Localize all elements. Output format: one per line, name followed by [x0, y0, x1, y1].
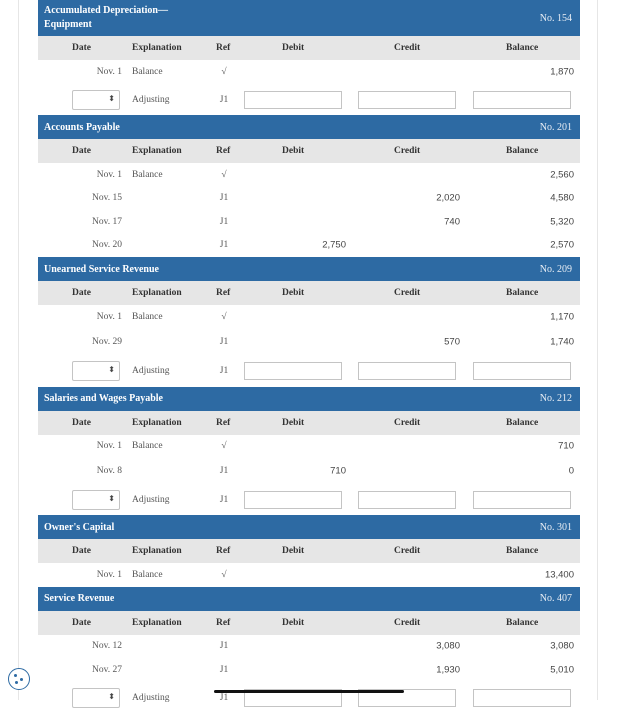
- row-balance: 5,320: [550, 216, 574, 227]
- account-name: Unearned Service Revenue: [44, 264, 159, 275]
- column-header-explanation: Explanation: [132, 288, 182, 298]
- row-credit: 740: [444, 216, 460, 227]
- account-name: Accumulated Depreciation—: [44, 4, 168, 18]
- row-date: Nov. 29: [38, 337, 122, 347]
- column-header-explanation: Explanation: [132, 546, 182, 556]
- ledger-row: [38, 60, 580, 84]
- row-date: Nov. 1: [38, 570, 122, 580]
- column-header-row: [38, 36, 580, 60]
- row-ref: J1: [218, 665, 230, 675]
- balance-input[interactable]: [473, 91, 571, 109]
- credit-input[interactable]: [358, 491, 456, 509]
- date-select[interactable]: [72, 688, 120, 708]
- account-header: [38, 515, 580, 539]
- column-header-ref: Ref: [216, 43, 230, 53]
- column-header-row: [38, 411, 580, 435]
- row-balance: 13,400: [545, 569, 574, 580]
- account-number: No. 212: [540, 393, 572, 404]
- row-ref: J1: [218, 193, 230, 203]
- row-explanation: Balance: [132, 441, 163, 451]
- column-header-explanation: Explanation: [132, 418, 182, 428]
- column-header-balance: Balance: [506, 418, 538, 428]
- row-balance: 1,870: [550, 67, 574, 78]
- row-credit: 1,930: [436, 665, 460, 676]
- ledger-row: [38, 163, 580, 187]
- column-header-explanation: Explanation: [132, 618, 182, 628]
- ledger-row: [38, 658, 580, 682]
- account-name: Salaries and Wages Payable: [44, 393, 163, 404]
- row-credit: 3,080: [436, 641, 460, 652]
- column-header-date: Date: [72, 418, 91, 428]
- row-ref: √: [218, 441, 230, 451]
- ledger-row: [38, 458, 580, 484]
- column-header-debit: Debit: [282, 146, 304, 156]
- ledger-row: [38, 329, 580, 356]
- row-balance: 1,170: [550, 311, 574, 322]
- account-title: [44, 393, 163, 404]
- account-name: Accounts Payable: [44, 122, 120, 133]
- account-header: [38, 0, 580, 36]
- account-section: [38, 0, 580, 115]
- adjusting-label: Adjusting: [132, 366, 169, 376]
- row-balance: 3,080: [550, 641, 574, 652]
- column-header-balance: Balance: [506, 288, 538, 298]
- account-name-line2: Equipment: [44, 18, 168, 32]
- ledger-row: [38, 435, 580, 459]
- account-title: [44, 122, 120, 133]
- row-date: Nov. 8: [38, 466, 122, 476]
- row-date: Nov. 27: [38, 665, 122, 675]
- debit-input[interactable]: [244, 362, 342, 380]
- column-header-debit: Debit: [282, 418, 304, 428]
- adjusting-row: [38, 484, 580, 515]
- row-ref: J1: [218, 240, 230, 250]
- adjusting-label: Adjusting: [132, 495, 169, 505]
- column-header-balance: Balance: [506, 618, 538, 628]
- account-title: [44, 264, 159, 275]
- account-number: No. 407: [540, 593, 572, 604]
- row-date: Nov. 1: [38, 312, 122, 322]
- row-balance: 2,570: [550, 240, 574, 251]
- chevron-updown-icon: ⬍: [108, 365, 115, 374]
- ledger-row: [38, 563, 580, 587]
- adjusting-ref: J1: [218, 495, 230, 505]
- row-ref: J1: [218, 641, 230, 651]
- account-section: [38, 257, 580, 387]
- page-border-left: [18, 0, 19, 700]
- column-header-date: Date: [72, 146, 91, 156]
- row-balance: 2,560: [550, 169, 574, 180]
- column-header-date: Date: [72, 288, 91, 298]
- row-credit: 570: [444, 337, 460, 348]
- adjusting-ref: J1: [218, 693, 230, 703]
- date-select[interactable]: [72, 90, 120, 110]
- column-header-date: Date: [72, 43, 91, 53]
- row-explanation: Balance: [132, 170, 163, 180]
- row-ref: J1: [218, 337, 230, 347]
- column-header-debit: Debit: [282, 43, 304, 53]
- adjusting-ref: J1: [218, 366, 230, 376]
- date-select[interactable]: [72, 361, 120, 381]
- row-date: Nov. 20: [38, 240, 122, 250]
- balance-input[interactable]: [473, 362, 571, 380]
- row-ref: √: [218, 570, 230, 580]
- column-header-date: Date: [72, 618, 91, 628]
- column-header-row: [38, 611, 580, 635]
- row-ref: J1: [218, 217, 230, 227]
- column-header-ref: Ref: [216, 146, 230, 156]
- column-header-debit: Debit: [282, 546, 304, 556]
- row-date: Nov. 12: [38, 641, 122, 651]
- row-balance: 4,580: [550, 193, 574, 204]
- row-balance: 1,740: [550, 337, 574, 348]
- row-debit: 2,750: [322, 240, 346, 251]
- ledger-row: [38, 210, 580, 234]
- adjusting-label: Adjusting: [132, 693, 169, 703]
- ledger-row: [38, 187, 580, 211]
- column-header-explanation: Explanation: [132, 146, 182, 156]
- column-header-row: [38, 539, 580, 563]
- adjusting-label: Adjusting: [132, 95, 169, 105]
- adjusting-row: [38, 356, 580, 387]
- account-header: [38, 587, 580, 611]
- debit-input[interactable]: [244, 91, 342, 109]
- row-balance: 0: [569, 466, 574, 477]
- account-section: [38, 115, 580, 257]
- row-ref: √: [218, 67, 230, 77]
- balance-input[interactable]: [473, 689, 571, 707]
- ledger-row: [38, 635, 580, 659]
- column-header-row: [38, 139, 580, 163]
- row-date: Nov. 1: [38, 67, 122, 77]
- row-date: Nov. 15: [38, 193, 122, 203]
- row-credit: 2,020: [436, 193, 460, 204]
- debit-input[interactable]: [244, 491, 342, 509]
- column-header-credit: Credit: [394, 43, 420, 53]
- column-header-credit: Credit: [394, 288, 420, 298]
- row-ref: √: [218, 170, 230, 180]
- account-section: [38, 387, 580, 516]
- chevron-updown-icon: ⬍: [108, 94, 115, 103]
- chevron-updown-icon: ⬍: [108, 494, 115, 503]
- row-date: Nov. 1: [38, 441, 122, 451]
- date-select[interactable]: [72, 490, 120, 510]
- column-header-balance: Balance: [506, 546, 538, 556]
- horizontal-scrollbar[interactable]: [214, 690, 404, 693]
- column-header-ref: Ref: [216, 418, 230, 428]
- row-ref: √: [218, 312, 230, 322]
- column-header-ref: Ref: [216, 546, 230, 556]
- adjusting-row: [38, 84, 580, 115]
- account-number: No. 209: [540, 264, 572, 275]
- account-title: [44, 522, 114, 533]
- column-header-credit: Credit: [394, 146, 420, 156]
- column-header-row: [38, 281, 580, 305]
- adjusting-ref: J1: [218, 95, 230, 105]
- ledger-row: [38, 305, 580, 329]
- page-border-right: [597, 0, 598, 700]
- column-header-credit: Credit: [394, 546, 420, 556]
- row-explanation: Balance: [132, 312, 163, 322]
- row-explanation: Balance: [132, 67, 163, 77]
- account-number: No. 154: [540, 13, 572, 24]
- column-header-balance: Balance: [506, 146, 538, 156]
- column-header-explanation: Explanation: [132, 43, 182, 53]
- chevron-updown-icon: ⬍: [108, 692, 115, 701]
- cookie-icon[interactable]: [8, 668, 30, 690]
- row-balance: 5,010: [550, 665, 574, 676]
- account-header: [38, 115, 580, 139]
- ledger-row: [38, 234, 580, 258]
- row-date: Nov. 17: [38, 217, 122, 227]
- account-name: Owner's Capital: [44, 522, 114, 533]
- row-debit: 710: [330, 466, 346, 477]
- column-header-ref: Ref: [216, 618, 230, 628]
- credit-input[interactable]: [358, 362, 456, 380]
- column-header-ref: Ref: [216, 288, 230, 298]
- row-ref: J1: [218, 466, 230, 476]
- column-header-credit: Credit: [394, 418, 420, 428]
- account-header: [38, 257, 580, 281]
- credit-input[interactable]: [358, 91, 456, 109]
- column-header-debit: Debit: [282, 618, 304, 628]
- balance-input[interactable]: [473, 491, 571, 509]
- ledger-container: [38, 0, 580, 713]
- column-header-balance: Balance: [506, 43, 538, 53]
- row-explanation: Balance: [132, 570, 163, 580]
- account-section: [38, 515, 580, 587]
- column-header-credit: Credit: [394, 618, 420, 628]
- account-number: No. 201: [540, 122, 572, 133]
- account-name: Service Revenue: [44, 593, 114, 604]
- row-date: Nov. 1: [38, 170, 122, 180]
- adjusting-row: [38, 682, 580, 713]
- column-header-debit: Debit: [282, 288, 304, 298]
- account-number: No. 301: [540, 522, 572, 533]
- column-header-date: Date: [72, 546, 91, 556]
- account-title: [44, 593, 114, 604]
- account-header: [38, 387, 580, 411]
- account-title: [44, 4, 168, 32]
- row-balance: 710: [558, 441, 574, 452]
- account-section: [38, 587, 580, 713]
